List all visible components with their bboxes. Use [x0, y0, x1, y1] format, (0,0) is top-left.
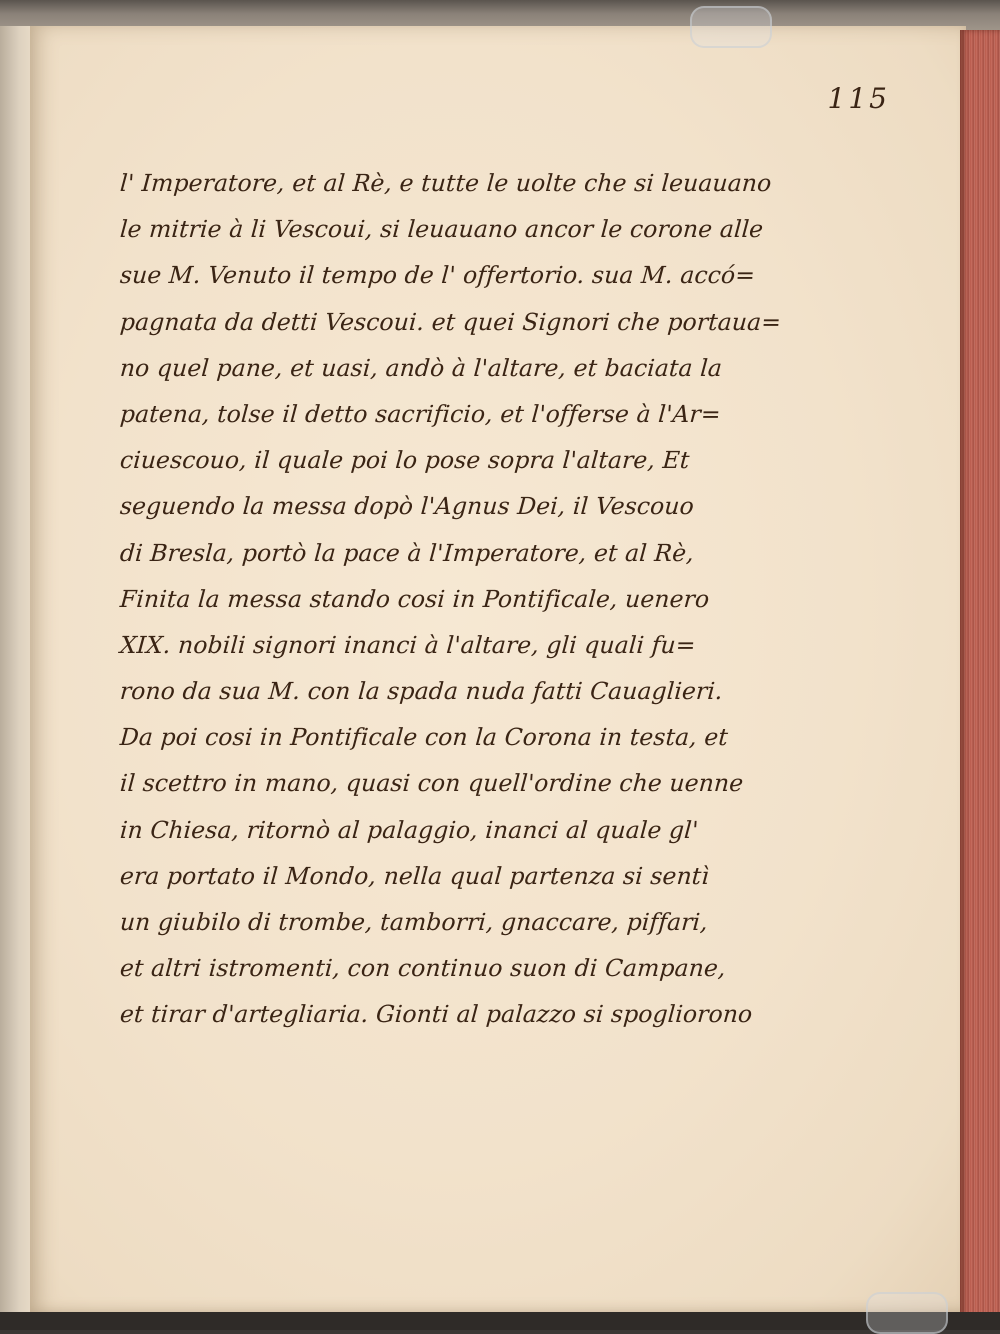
text-line: il scettro in mano, quasi con quell'ordine che uenne: [119, 769, 745, 798]
text-line: Finita la messa stando cosi in Pontificale, uenero: [119, 584, 711, 613]
text-line: un giubilo di trombe, tamborri, gnaccare, piffari,: [119, 908, 709, 936]
text-line: in Chiesa, ritornò al palaggio, inanci al quale gl': [119, 815, 700, 844]
text-line: et altri istromenti, con continuo suon di Campane,: [119, 954, 727, 983]
folio-number: 115: [827, 82, 890, 115]
text-line: XIX. nobili signori inanci à l'altare, gli quali fu=: [119, 630, 697, 659]
text-line: pagnata da detti Vescoui. et quei Signori che portaua=: [119, 307, 783, 336]
text-line: et tirar d'artegliaria. Gionti al palazzo si spogliorono: [119, 1000, 754, 1029]
text-line: patena, tolse il detto sacrificio, et l'offerse à l'Ar=: [119, 399, 722, 428]
text-line: di Bresla, portò la pace à l'Imperatore, et al Rè,: [119, 538, 695, 567]
bottom-page-clip: [866, 1292, 948, 1334]
text-line: seguendo la messa dopò l'Agnus Dei, il Vescouo: [119, 492, 695, 521]
text-line: Da poi cosi in Pontificale con la Corona in testa, et: [119, 723, 729, 752]
manuscript-text: [120, 160, 820, 1120]
bottom-shadow: [0, 1312, 1000, 1330]
text-line: ciuescouo, il quale poi lo pose sopra l'altare, Et: [119, 446, 691, 475]
top-page-clip: [690, 6, 772, 48]
text-line: rono da sua M. con la spada nuda fatti Cauaglieri.: [119, 677, 724, 706]
text-line: era portato il Mondo, nella qual partenza si sentì: [119, 861, 711, 890]
text-line: no quel pane, et uasi, andò à l'altare, et baciata la: [119, 353, 723, 382]
text-line: sue M. Venuto il tempo de l' offertorio. sua M. accó=: [119, 261, 757, 290]
text-line: l' Imperatore, et al Rè, e tutte le uolte che si leuauano: [119, 169, 773, 197]
text-line: le mitrie à li Vescoui, si leuauano ancor le corone alle: [119, 215, 765, 244]
red-page-edges: [960, 30, 1000, 1320]
